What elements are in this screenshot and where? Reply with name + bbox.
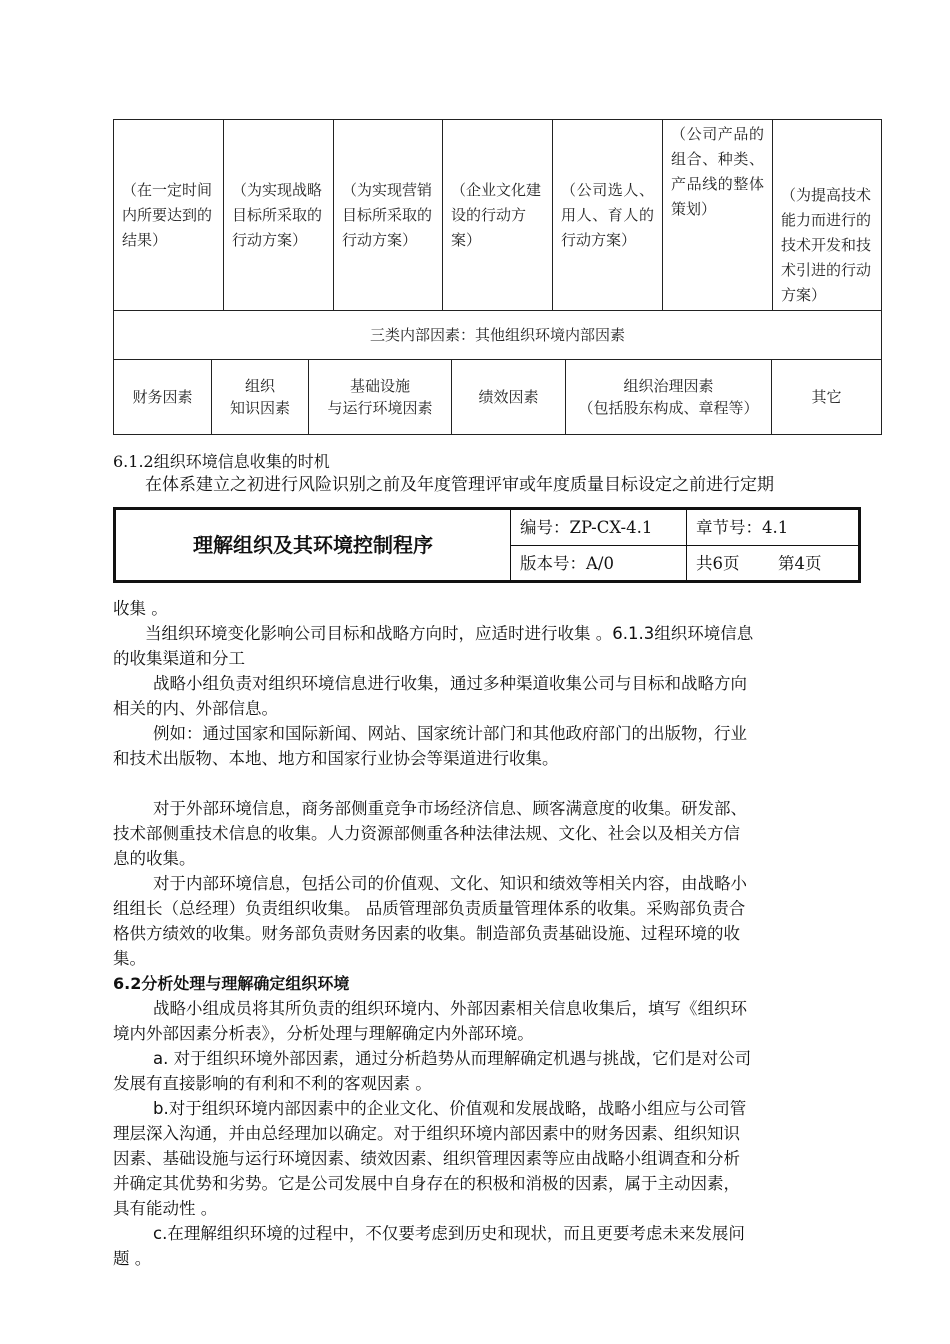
factor-table: [113, 360, 882, 435]
paragraph-line: 格供方绩效的收集。财务部负责财务因素的收集。制造部负责基础设施、过程环境的收: [113, 924, 740, 943]
document-header: [113, 507, 861, 583]
table-cell: （为实现战略目标所采取的行动方案）: [224, 120, 334, 311]
table-cell: 财务因素: [114, 360, 212, 435]
paragraph-line: 战略小组成员将其所负责的组织环境内、外部因素相关信息收集后，填写《组织环: [153, 999, 747, 1018]
paragraph-line: 息的收集。: [113, 849, 196, 868]
table-cell: 三类内部因素：其他组织环境内部因素: [114, 311, 882, 360]
doc-number: 编号：ZP-CX-4.1: [520, 518, 653, 537]
paragraph-line: 当组织环境变化影响公司目标和战略方向时，应适时进行收集 。6.1.3组织环境信息: [145, 624, 754, 643]
table-cell: （在一定时间内所要达到的结果）: [114, 120, 224, 311]
paragraph-line: 题 。: [113, 1249, 152, 1268]
table-cell: （为提高技术能力而进行的技术开发和技术引进的行动方案）: [773, 120, 882, 311]
table-cell: （为实现营销目标所采取的行动方案）: [334, 120, 443, 311]
paragraph-line: 境内外部因素分析表》，分析处理与理解确定内外部环境。: [113, 1024, 534, 1043]
paragraph-line: 相关的内、外部信息。: [113, 699, 278, 718]
table-row: [114, 120, 882, 311]
section-heading: 6.1.2组织环境信息收集的时机: [113, 452, 330, 471]
paragraph-line: a. 对于组织环境外部因素，通过分析趋势从而理解确定机遇与挑战，它们是对公司: [153, 1049, 752, 1068]
document-title: 理解组织及其环境控制程序: [193, 533, 433, 557]
paragraph-line: 例如：通过国家和国际新闻、网站、国家统计部门和其他政府部门的出版物，行业: [153, 724, 747, 743]
paragraph-line: 发展有直接影响的有利和不利的客观因素 。: [113, 1074, 432, 1093]
paragraph-line: c.在理解组织环境的过程中，不仅要考虑到历史和现状，而且更要考虑未来发展问: [153, 1224, 745, 1243]
total-pages: 共6页: [696, 554, 740, 573]
paragraph-line: 并确定其优势和劣势。它是公司发展中自身存在的积极和消极的因素，属于主动因素，: [113, 1174, 740, 1193]
paragraph-line: 具有能动性 。: [113, 1199, 218, 1218]
paragraph-line: 收集 。: [113, 599, 168, 618]
section-number: 章节号：4.1: [696, 518, 789, 537]
paragraph-line: 对于外部环境信息，商务部侧重竞争市场经济信息、顾客满意度的收集。研发部、: [153, 799, 747, 818]
table-cell: 基础设施 与运行环境因素: [309, 360, 452, 435]
table-cell: 组织 知识因素: [212, 360, 309, 435]
paragraph-line: 组组长（总经理）负责组织收集。 品质管理部负责质量管理体系的收集。采购部负责合: [113, 899, 746, 918]
paragraph-line: b.对于组织环境内部因素中的企业文化、价值观和发展战略，战略小组应与公司管: [153, 1099, 747, 1118]
table-cell: 绩效因素: [452, 360, 566, 435]
paragraph-line: 战略小组负责对组织环境信息进行收集，通过多种渠道收集公司与目标和战略方向: [153, 674, 747, 693]
paragraph-line: 和技术出版物、本地、地方和国家行业协会等渠道进行收集。: [113, 749, 559, 768]
table-row: [114, 360, 882, 435]
table-cell: （公司选人、用人、育人的行动方案）: [553, 120, 663, 311]
table-cell: （企业文化建设的行动方案）: [443, 120, 553, 311]
paragraph-line: 在体系建立之初进行风险识别之前及年度管理评审或年度质量目标设定之前进行定期: [145, 475, 774, 495]
top-table: [113, 119, 882, 360]
page-number: 第4页: [778, 554, 822, 573]
paragraph-line: 对于内部环境信息，包括公司的价值观、文化、知识和绩效等相关内容，由战略小: [153, 874, 747, 893]
table-cell: 其它: [772, 360, 882, 435]
paragraph-line: 因素、基础设施与运行环境因素、绩效因素、组织管理因素等应由战略小组调查和分析: [113, 1149, 740, 1168]
paragraph-line: 的收集渠道和分工: [113, 649, 245, 668]
version-number: 版本号：A/0: [520, 554, 614, 573]
table-cell: 组织治理因素 （包括股东构成、章程等）: [566, 360, 772, 435]
paragraph-line: 理层深入沟通，并由总经理加以确定。对于组织环境内部因素中的财务因素、组织知识: [113, 1124, 740, 1143]
paragraph-line: 技术部侧重技术信息的收集。人力资源部侧重各种法律法规、文化、社会以及相关方信: [113, 824, 740, 843]
section-heading: 6.2分析处理与理解确定组织环境: [113, 974, 350, 993]
paragraph-line: 集。: [113, 949, 146, 968]
table-cell: （公司产品的组合、种类、产品线的整体策划）: [663, 120, 773, 311]
table-row: [114, 311, 882, 360]
